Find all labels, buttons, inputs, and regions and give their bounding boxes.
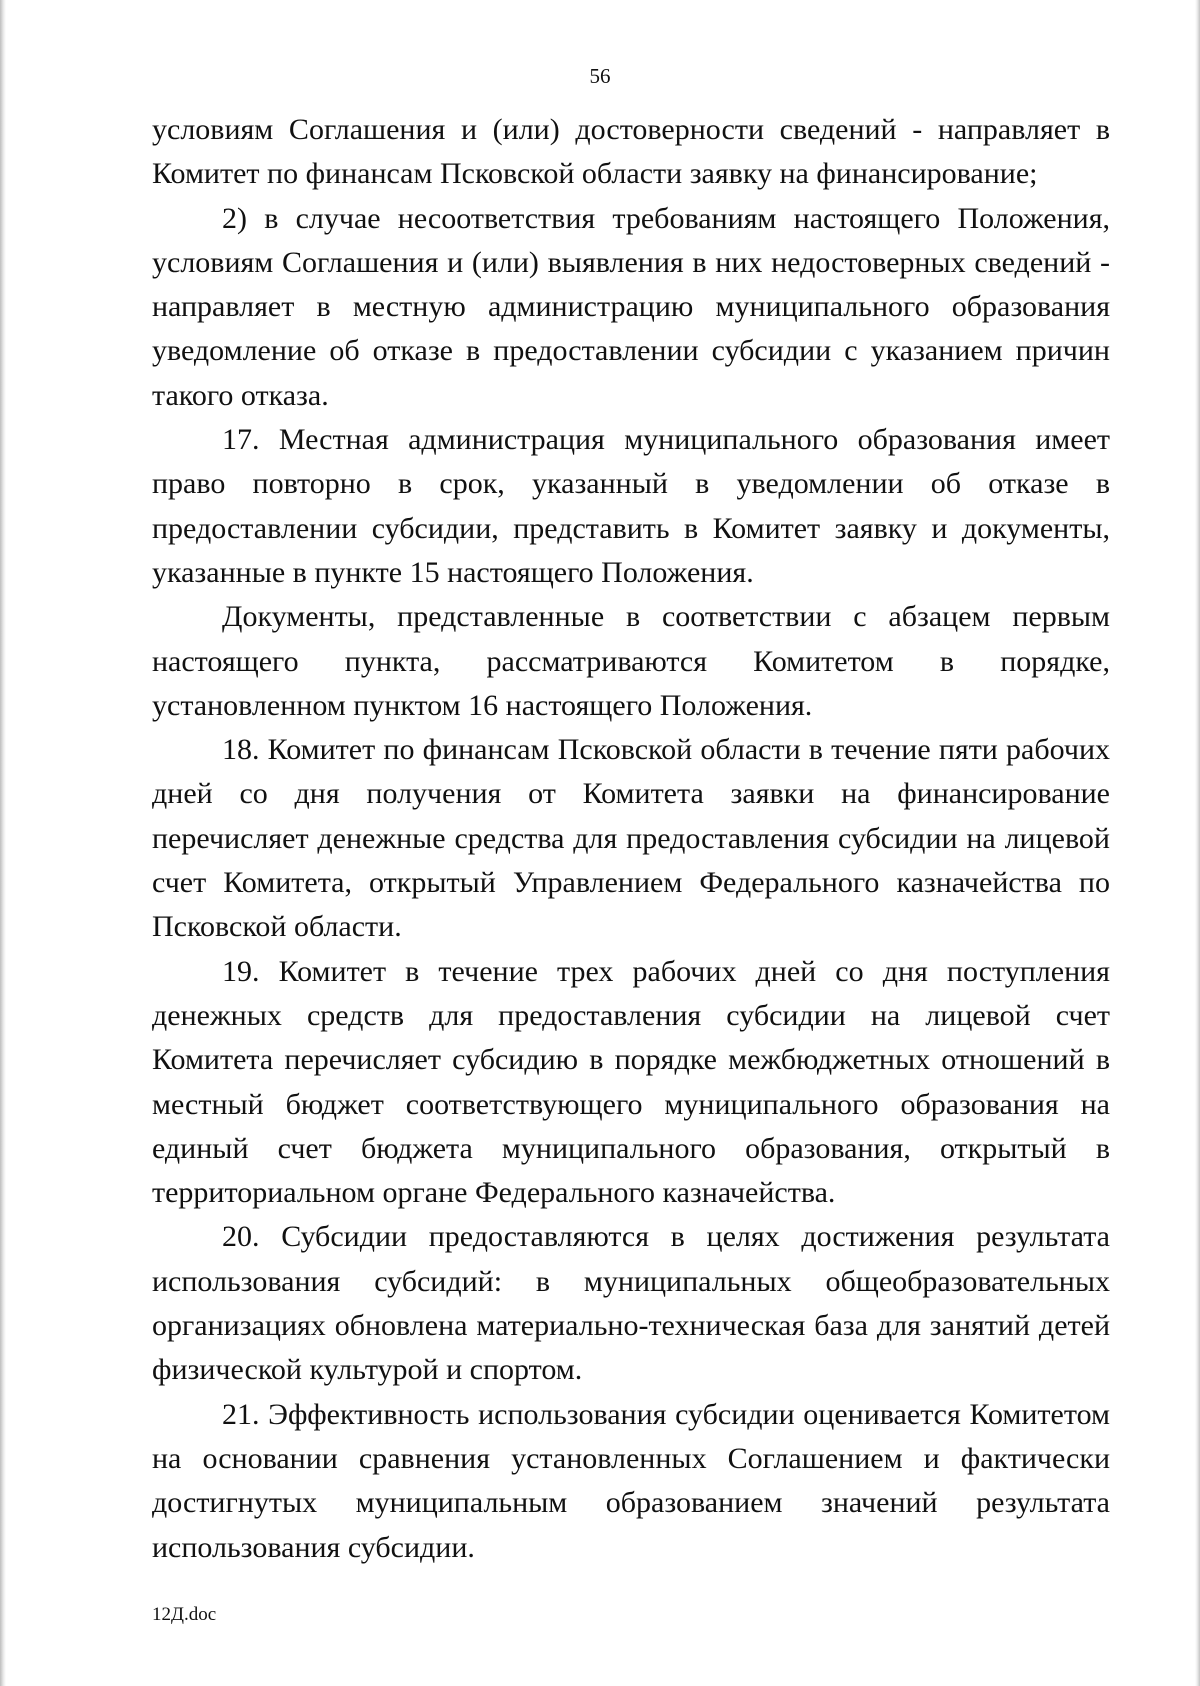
document-body bbox=[152, 108, 1110, 1570]
paragraph-clause-17-documents: Документы, представленные в соответствии с абзацем первым настоящего пункта, рассматриваются Комитетом в порядке, установленном пунктом 16 настоящего Положения. bbox=[152, 600, 1110, 722]
paragraph-clause-18: 18. Комитет по финансам Псковской области в течение пяти рабочих дней со дня получения от Комитета заявки на финансирование перечисляет денежные средства для предоставления субсидии на лицевой счет Комитета, открытый Управлением Федерального казначейства по Псковской области. bbox=[152, 733, 1110, 944]
paragraph-clause-21: 21. Эффективность использования субсидии оценивается Комитетом на основании сравнения установленных Соглашением и фактически достигнутых муниципальным образованием значений результата использования субсидии. bbox=[152, 1397, 1110, 1564]
scan-edge-right bbox=[1195, 0, 1200, 1686]
paragraph-clause-17: 17. Местная администрация муниципального образования имеет право повторно в срок, указанный в уведомлении об отказе в предоставлении субсидии, представить в Комитет заявку и документы, указанные в пункте 15 настоящего Положения. bbox=[152, 423, 1110, 589]
paragraph-clause-20: 20. Субсидии предоставляются в целях достижения результата использования субсидий: в муниципальных общеобразовательных организациях обновлена материально-техническая база для занятий детей физической культурой и спортом. bbox=[152, 1220, 1110, 1387]
paragraph-item-2: 2) в случае несоответствия требованиям настоящего Положения, условиям Соглашения и (или) выявления в них недостоверных сведений - направляет в местную администрацию муниципального образования уведомление об отказе в предоставлении субсидии с указанием причин такого отказа. bbox=[152, 201, 1110, 412]
footer-filename: 12Д.doc bbox=[152, 1604, 217, 1625]
paragraph-clause-19: 19. Комитет в течение трех рабочих дней со дня поступления денежных средств для предоставления субсидии на лицевой счет Комитета перечисляет субсидию в порядке межбюджетных отношений в местный бюджет соответствующего муниципального образования на единый счет бюджета муниципального образования, открытый в территориальном органе Федерального казначейства. bbox=[152, 954, 1110, 1210]
scan-edge-left bbox=[0, 0, 6, 1686]
page-number: 56 bbox=[589, 64, 611, 88]
paragraph-continuation: условиям Соглашения и (или) достоверности сведений - направляет в Комитет по финансам Псковской области заявку на финансирование; bbox=[152, 113, 1110, 191]
